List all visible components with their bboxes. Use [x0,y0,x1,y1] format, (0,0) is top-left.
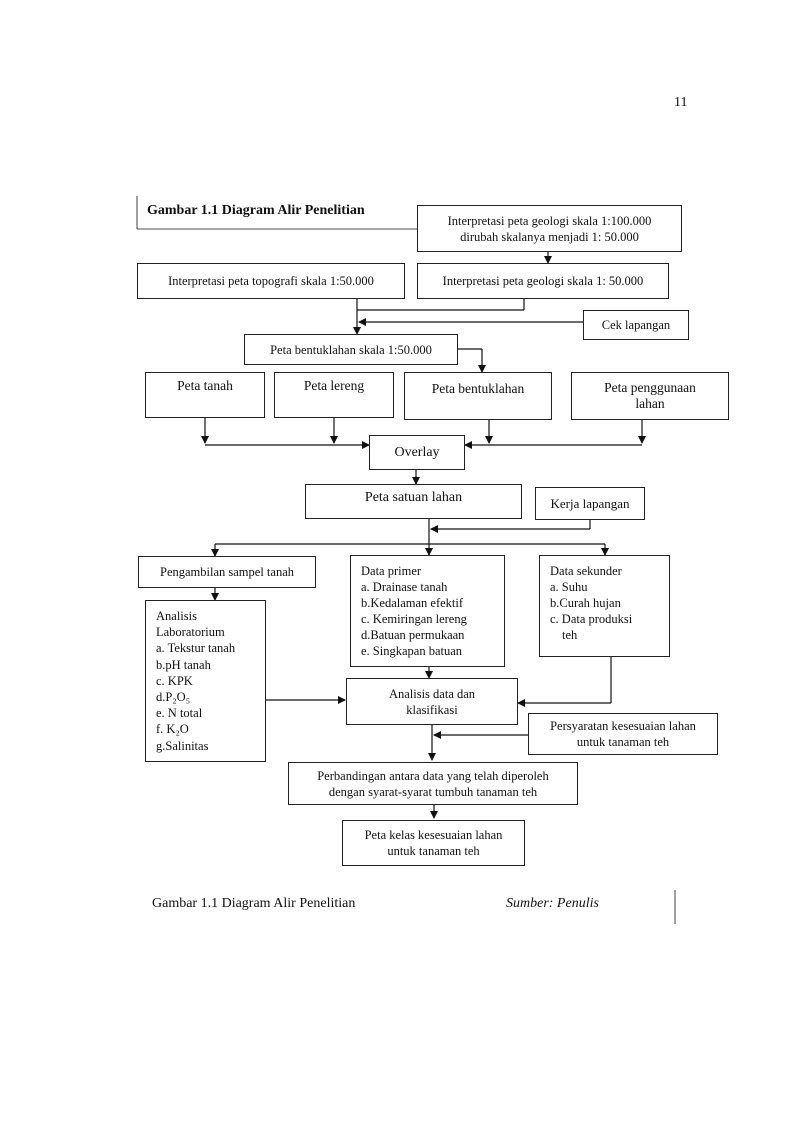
node-analisis-laboratorium [145,600,266,762]
node-data-sekunder [539,555,670,657]
node-line: lahan [635,396,665,411]
node-analisis-data-klasifikasi [346,678,518,725]
node-line: untuk tanaman teh [387,844,480,858]
list-item: a. Suhu [550,580,588,594]
node-peta-penggunaan-lahan [571,372,729,420]
list-item: c. KPK [156,673,193,688]
list-item: d.Batuan permukaan [361,628,465,642]
node-peta-tanah: Peta tanah [145,372,265,418]
node-peta-satuan-lahan: Peta satuan lahan [305,484,522,519]
node-line: Analisis [156,609,197,623]
node-line: Analisis data dan [388,686,476,701]
footer-caption: Gambar 1.1 Diagram Alir Penelitian [152,896,356,911]
node-interpretasi-geologi-50k: Interpretasi peta geologi skala 1: 50.000 [417,263,669,299]
list-item: f. K₂O [156,722,189,737]
node-peta-bentuklahan-skala: Peta bentuklahan skala 1:50.000 [244,334,458,365]
node-line: Interpretasi peta geologi skala 1:100.000 [447,213,652,228]
list-item: c. Kemiringan lereng [361,612,467,626]
list-item: b.Curah hujan [550,596,621,610]
node-perbandingan [288,762,578,805]
node-title: Data sekunder [550,564,622,578]
node-line: Perbandingan antara data yang telah diperoleh [317,768,549,783]
node-pengambilan-sampel-tanah: Pengambilan sampel tanah [138,556,316,588]
list-item: b.pH tanah [156,657,211,672]
node-peta-lereng: Peta lereng [274,372,394,418]
list-item: e. N total [156,706,203,721]
node-interpretasi-topografi: Interpretasi peta topografi skala 1:50.000 [137,263,405,299]
list-item: teh [562,628,578,642]
node-data-primer [350,555,505,667]
node-interpretasi-geologi-100k [417,205,682,252]
node-line: untuk tanaman teh [576,735,670,749]
node-line: Peta penggunaan [604,380,696,395]
list-item: a. Drainase tanah [361,580,448,594]
node-peta-kelas-kesesuaian [342,820,525,866]
node-peta-bentuklahan: Peta bentuklahan [404,372,552,420]
node-line: Persyaratan kesesuaian lahan [550,719,696,733]
footer-source: Sumber: Penulis [506,896,599,911]
node-line: dirubah skalanya menjadi 1: 50.000 [460,229,639,244]
list-item: b.Kedalaman efektif [361,596,464,610]
node-line: Peta kelas kesesuaian lahan [364,828,503,842]
page-number: 11 [674,95,688,110]
node-kerja-lapangan: Kerja lapangan [535,487,645,520]
header-caption: Gambar 1.1 Diagram Alir Penelitian [147,203,365,218]
node-line: dengan syarat-syarat tumbuh tanaman teh [328,784,538,799]
node-overlay: Overlay [369,435,465,470]
node-line: klasifikasi [406,702,458,717]
list-item: g.Salinitas [156,738,209,753]
node-persyaratan-kesesuaian [528,713,718,755]
node-line: Laboratorium [156,625,225,640]
list-item: e. Singkapan batuan [361,644,463,658]
list-item: d.P₂O₅ [156,690,191,705]
node-title: Data primer [361,564,422,578]
node-cek-lapangan: Cek lapangan [583,310,689,340]
list-item: a. Tekstur tanah [156,641,236,656]
list-item: c. Data produksi [550,612,633,626]
